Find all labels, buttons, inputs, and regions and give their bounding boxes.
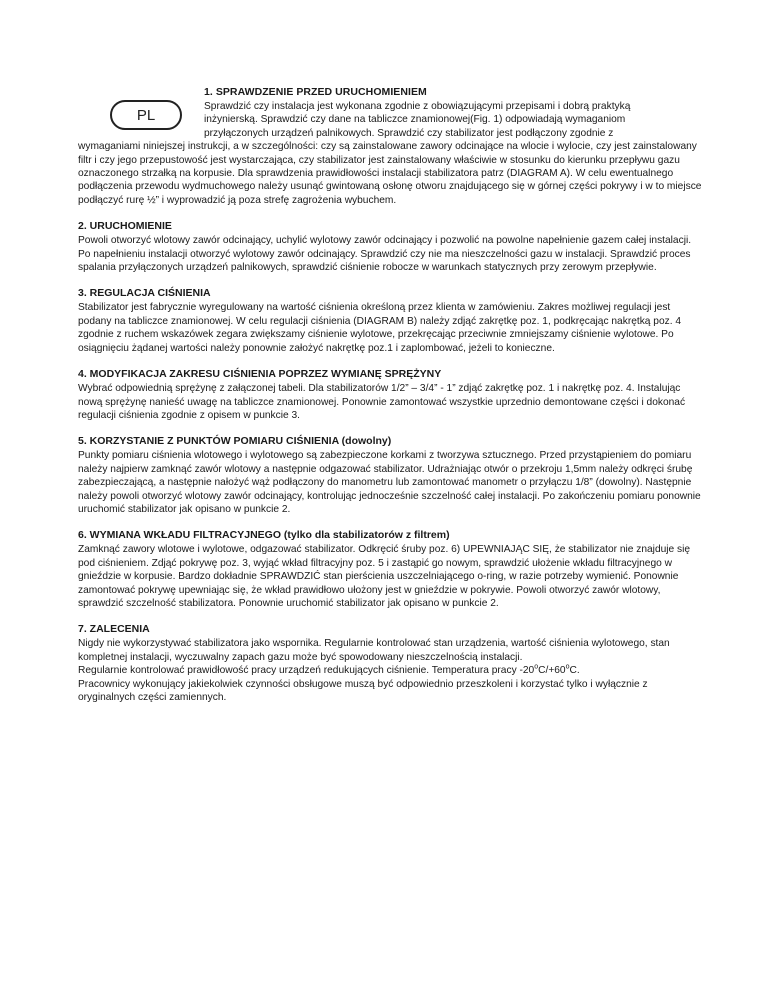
section-5 — [78, 435, 703, 516]
intro-paragraph: wymaganiami niniejszej instrukcji, a w szczególności: czy są zainstalowane zawory odcinające na wlocie i wylocie, czy jest zainstalowany filtr i czy jego przepustowość jest wystarczająca, czy stabilizator jest zainstalowany właściwie w stosunku do kierunku przepływu gazu oznaczonego strzałką na korpusie. Dla sprawdzenia prawidłowości instalacji stabilizatora patrz (DIAGRAM A). W celu ewentualnego podłączenia przewodu wydmuchowego należy usunąć gwintowaną osłonę otworu znajdującego się w górnej części pokrywy i w to miejsce podłączyć rurę ½” i wyprowadzić ją poza strefę zagrożenia wybuchem. — [78, 141, 702, 206]
recommendation-text: C/+60 — [538, 665, 566, 677]
section-body: Punkty pomiaru ciśnienia wlotowego i wylotowego są zabezpieczone korkami z tworzywa sztucznego. Przed przystąpieniem do pomiaru należy najpierw zamknąć zawór wlotowy a następnie odgazować stabilizator. Udrażniając otwór o przekroju 1,5mm należy odkręci śrubę zabezpieczającą, a następnie nałożyć wąż podłączony do manometru lub zamontować manometr o przyłączu 1/8” (dowolny). Następnie należy powoli otworzyć wlotowy zawór odcinający, kontrolując jednocześnie szczelność całej instalacji. Po zakończeniu pomiaru ponownie uruchomić stabilizator jak opisano w punkcie 2. — [78, 450, 701, 515]
recommendation-text: Nigdy nie wykorzystywać stabilizatora jako wspornika. Regularnie kontrolować stan urządzenia, wartość ciśnienia wylotowego, stan kompletnej instalacji, wyczuwalny zapach gazu może być spowodowany nieszczelnością instalacji. — [78, 638, 670, 663]
section-body: Zamknąć zawory wlotowe i wylotowe, odgazować stabilizator. Odkręcić śruby poz. 6) UPEWNIAJĄC SIĘ, że stabilizator nie znajduje się pod ciśnieniem. Zdjąć pokrywę poz. 3, wyjąć wkład filtracyjny poz. 5 i zastąpić go nowym, sprawdzić ułożenie wkładu filtracyjnego w gnieździe w korpusie. Bardzo dokładnie SPRAWDZIĆ stan pierścienia uszczelniającego o-ring, w razie potrzeby wymienić. Ponownie zamontować pokrywę upewniając się, że wkład prawidłowo ułożony jest w gnieździe w pokrywie. Powoli otworzyć zawór wlotowy, sprawdzić szczelność stabilizatora. Ponownie uruchomić stabilizator jak opisano w punkcie 2. — [78, 544, 691, 609]
degree-sign: o — [565, 663, 570, 671]
section-7 — [78, 623, 703, 704]
intro-line: Sprawdzić czy instalacja jest wykonana zgodnie z obowiązującymi przepisami i dobrą praktyką — [204, 101, 631, 112]
language-badge — [110, 100, 182, 130]
intro-line: przyłączonych urządzeń palnikowych. Sprawdzić czy stabilizator jest podłączony zgodnie z — [204, 127, 614, 139]
recommendation-text: Pracownicy wykonujący jakiekolwiek czynności obsługowe muszą być odpowiednio przeszkoleni i korzystać tylko i wyłącznie z oryginalnych części zamiennych. — [78, 678, 648, 703]
section-title: 6. WYMIANA WKŁADU FILTRACYJNEGO (tylko dla stabilizatorów z filtrem) — [78, 529, 450, 542]
section-title: 1. SPRAWDZENIE PRZED URUCHOMIENIEM — [204, 86, 427, 98]
document-page — [78, 0, 703, 704]
section-body: Wybrać odpowiednią sprężynę z załączonej tabeli. Dla stabilizatorów 1/2” – 3/4” - 1” zdjąć zakrętkę poz. 1 i nakrętkę poz. 4. Instalując nową sprężynę nanieść uwagę na tabliczce znamionowej. Ponownie zamontować wszystkie uprzednio demontowane części i dokonać regulacji ciśnienia zgodnie z opisem w punkcie 3. — [78, 383, 686, 421]
section-4 — [78, 368, 703, 422]
section-title: 5. KORZYSTANIE Z PUNKTÓW POMIARU CIŚNIENIA (dowolny) — [78, 435, 392, 448]
section-title: 2. URUCHOMIENIE — [78, 220, 172, 233]
section-body: Stabilizator jest fabrycznie wyregulowany na wartość ciśnienia określoną przez klienta w zamówieniu. Zakres możliwej regulacji jest podany na tabliczce znamionowej. W celu regulacji ciśnienia (DIAGRAM B) należy zdjąć zakrętkę poz. 1, podkręcając nakrętką poz. 4 zgodnie z ruchem wskazówek zegara zwiększamy ciśnienie wylotowe, przekręcając przeciwnie zmniejszamy ciśnienie wylotowe. Po osiągnięciu żądanej wartości należy ponownie założyć nakrętkę poz.1 i zaplombować, jeżeli to konieczne. — [78, 302, 682, 354]
section-body — [78, 637, 703, 704]
language-badge-label: PL — [136, 106, 156, 124]
section-body: Powoli otworzyć wlotowy zawór odcinający, uchylić wylotowy zawór odcinający i pozwolić na powolne napełnienie gazem całej instalacji. Po napełnieniu instalacji otworzyć wylotowy zawór odcinający. Sprawdzić czy nie ma nieszczelności gazu w instalacji. Sprawdzić proces spalania przyłączonych urządzeń palnikowych, sprawdzić ciśnienie robocze w warunkach statycznych przy zerowym przepływie. — [78, 235, 692, 274]
section-title: 4. MODYFIKACJA ZAKRESU CIŚNIENIA POPRZEZ WYMIANĘ SPRĘŻYNY — [78, 368, 442, 381]
section-6 — [78, 529, 703, 610]
intro-line: inżynierską. Sprawdzić czy dane na tabliczce znamionowej(Fig. 1) odpowiadają wymaganiom — [204, 114, 626, 126]
section-1 — [78, 86, 703, 207]
section-title: 3. REGULACJA CIŚNIENIA — [78, 287, 211, 300]
section-3 — [78, 287, 703, 355]
section-2 — [78, 220, 703, 274]
section-title: 7. ZALECENIA — [78, 623, 150, 636]
recommendation-text: Regularnie kontrolować prawidłowość pracy urządzeń redukujących ciśnienie. Temperatura pracy -20 — [78, 665, 535, 677]
degree-sign: o — [534, 663, 539, 671]
recommendation-text: C. — [569, 665, 580, 677]
